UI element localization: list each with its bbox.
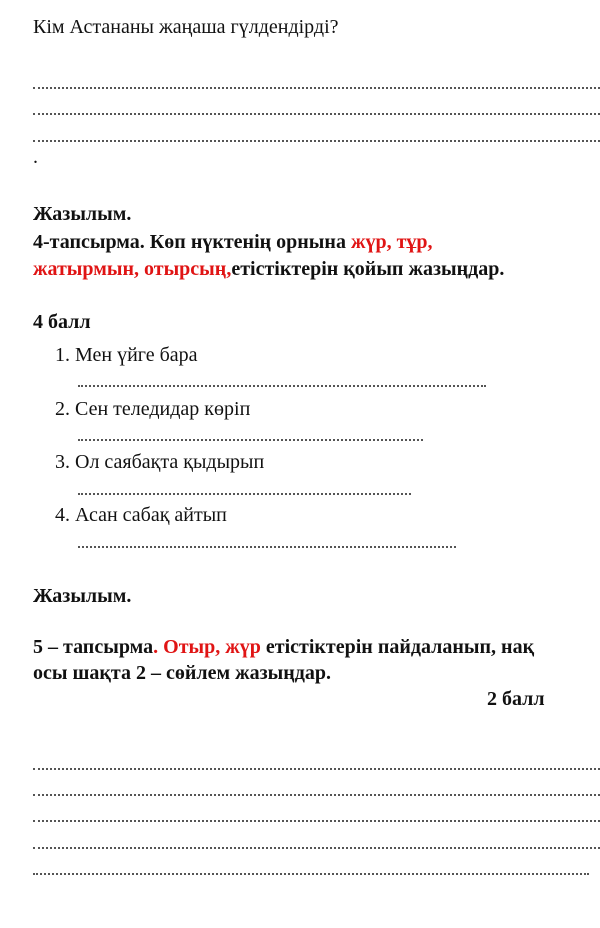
answer-line[interactable] xyxy=(33,140,600,142)
section5-task-prefix: 5 – тапсырма xyxy=(33,636,154,658)
section4-task-line2 xyxy=(33,258,504,281)
answer-line[interactable] xyxy=(33,768,600,770)
item-text: Сен теледидар көріп xyxy=(75,398,251,420)
section4-task-red-1: жүр, тұр, xyxy=(350,231,433,253)
section4-heading: Жазылым. xyxy=(33,203,132,225)
section5-task-suffix: етістіктерін пайдаланып, нақ xyxy=(260,636,535,658)
section4-task-prefix: 4-тапсырма. Көп нүктенің орнына xyxy=(33,231,351,253)
item-number: 1. xyxy=(55,344,70,366)
item-answer-line[interactable] xyxy=(78,493,411,495)
section5-heading: Жазылым. xyxy=(33,585,132,607)
item-answer-line[interactable] xyxy=(78,385,486,387)
item-number: 2. xyxy=(55,398,70,420)
section4-task-suffix: етістіктерін қойып жазыңдар. xyxy=(231,258,505,280)
list-item xyxy=(55,504,227,527)
top-question: Кім Астананы жаңаша гүлдендірді? xyxy=(33,16,339,38)
answer-line[interactable] xyxy=(33,794,600,796)
stray-dot: . xyxy=(33,146,38,168)
section4-task-line1 xyxy=(33,231,433,254)
list-item xyxy=(55,344,198,367)
section4-task-red-2: жатырмын, отырсың, xyxy=(33,258,232,280)
item-answer-line[interactable] xyxy=(78,439,423,441)
item-answer-line[interactable] xyxy=(78,546,456,548)
item-text: Асан сабақ айтып xyxy=(75,504,227,526)
section5-score: 2 балл xyxy=(487,688,545,710)
section4-score: 4 балл xyxy=(33,311,91,333)
item-number: 3. xyxy=(55,451,70,473)
answer-line[interactable] xyxy=(33,113,600,115)
list-item xyxy=(55,451,264,474)
answer-line[interactable] xyxy=(33,873,589,875)
section5-task-line2: осы шақта 2 – сөйлем жазыңдар. xyxy=(33,662,332,684)
item-text: Ол саябақта қыдырып xyxy=(75,451,265,473)
list-item xyxy=(55,398,250,421)
item-number: 4. xyxy=(55,504,70,526)
section5-task-line1 xyxy=(33,636,600,659)
section5-task-red: . Отыр, жүр xyxy=(153,636,261,658)
answer-line[interactable] xyxy=(33,847,600,849)
answer-line[interactable] xyxy=(33,820,600,822)
answer-line[interactable] xyxy=(33,87,600,89)
item-text: Мен үйге бара xyxy=(75,344,198,366)
